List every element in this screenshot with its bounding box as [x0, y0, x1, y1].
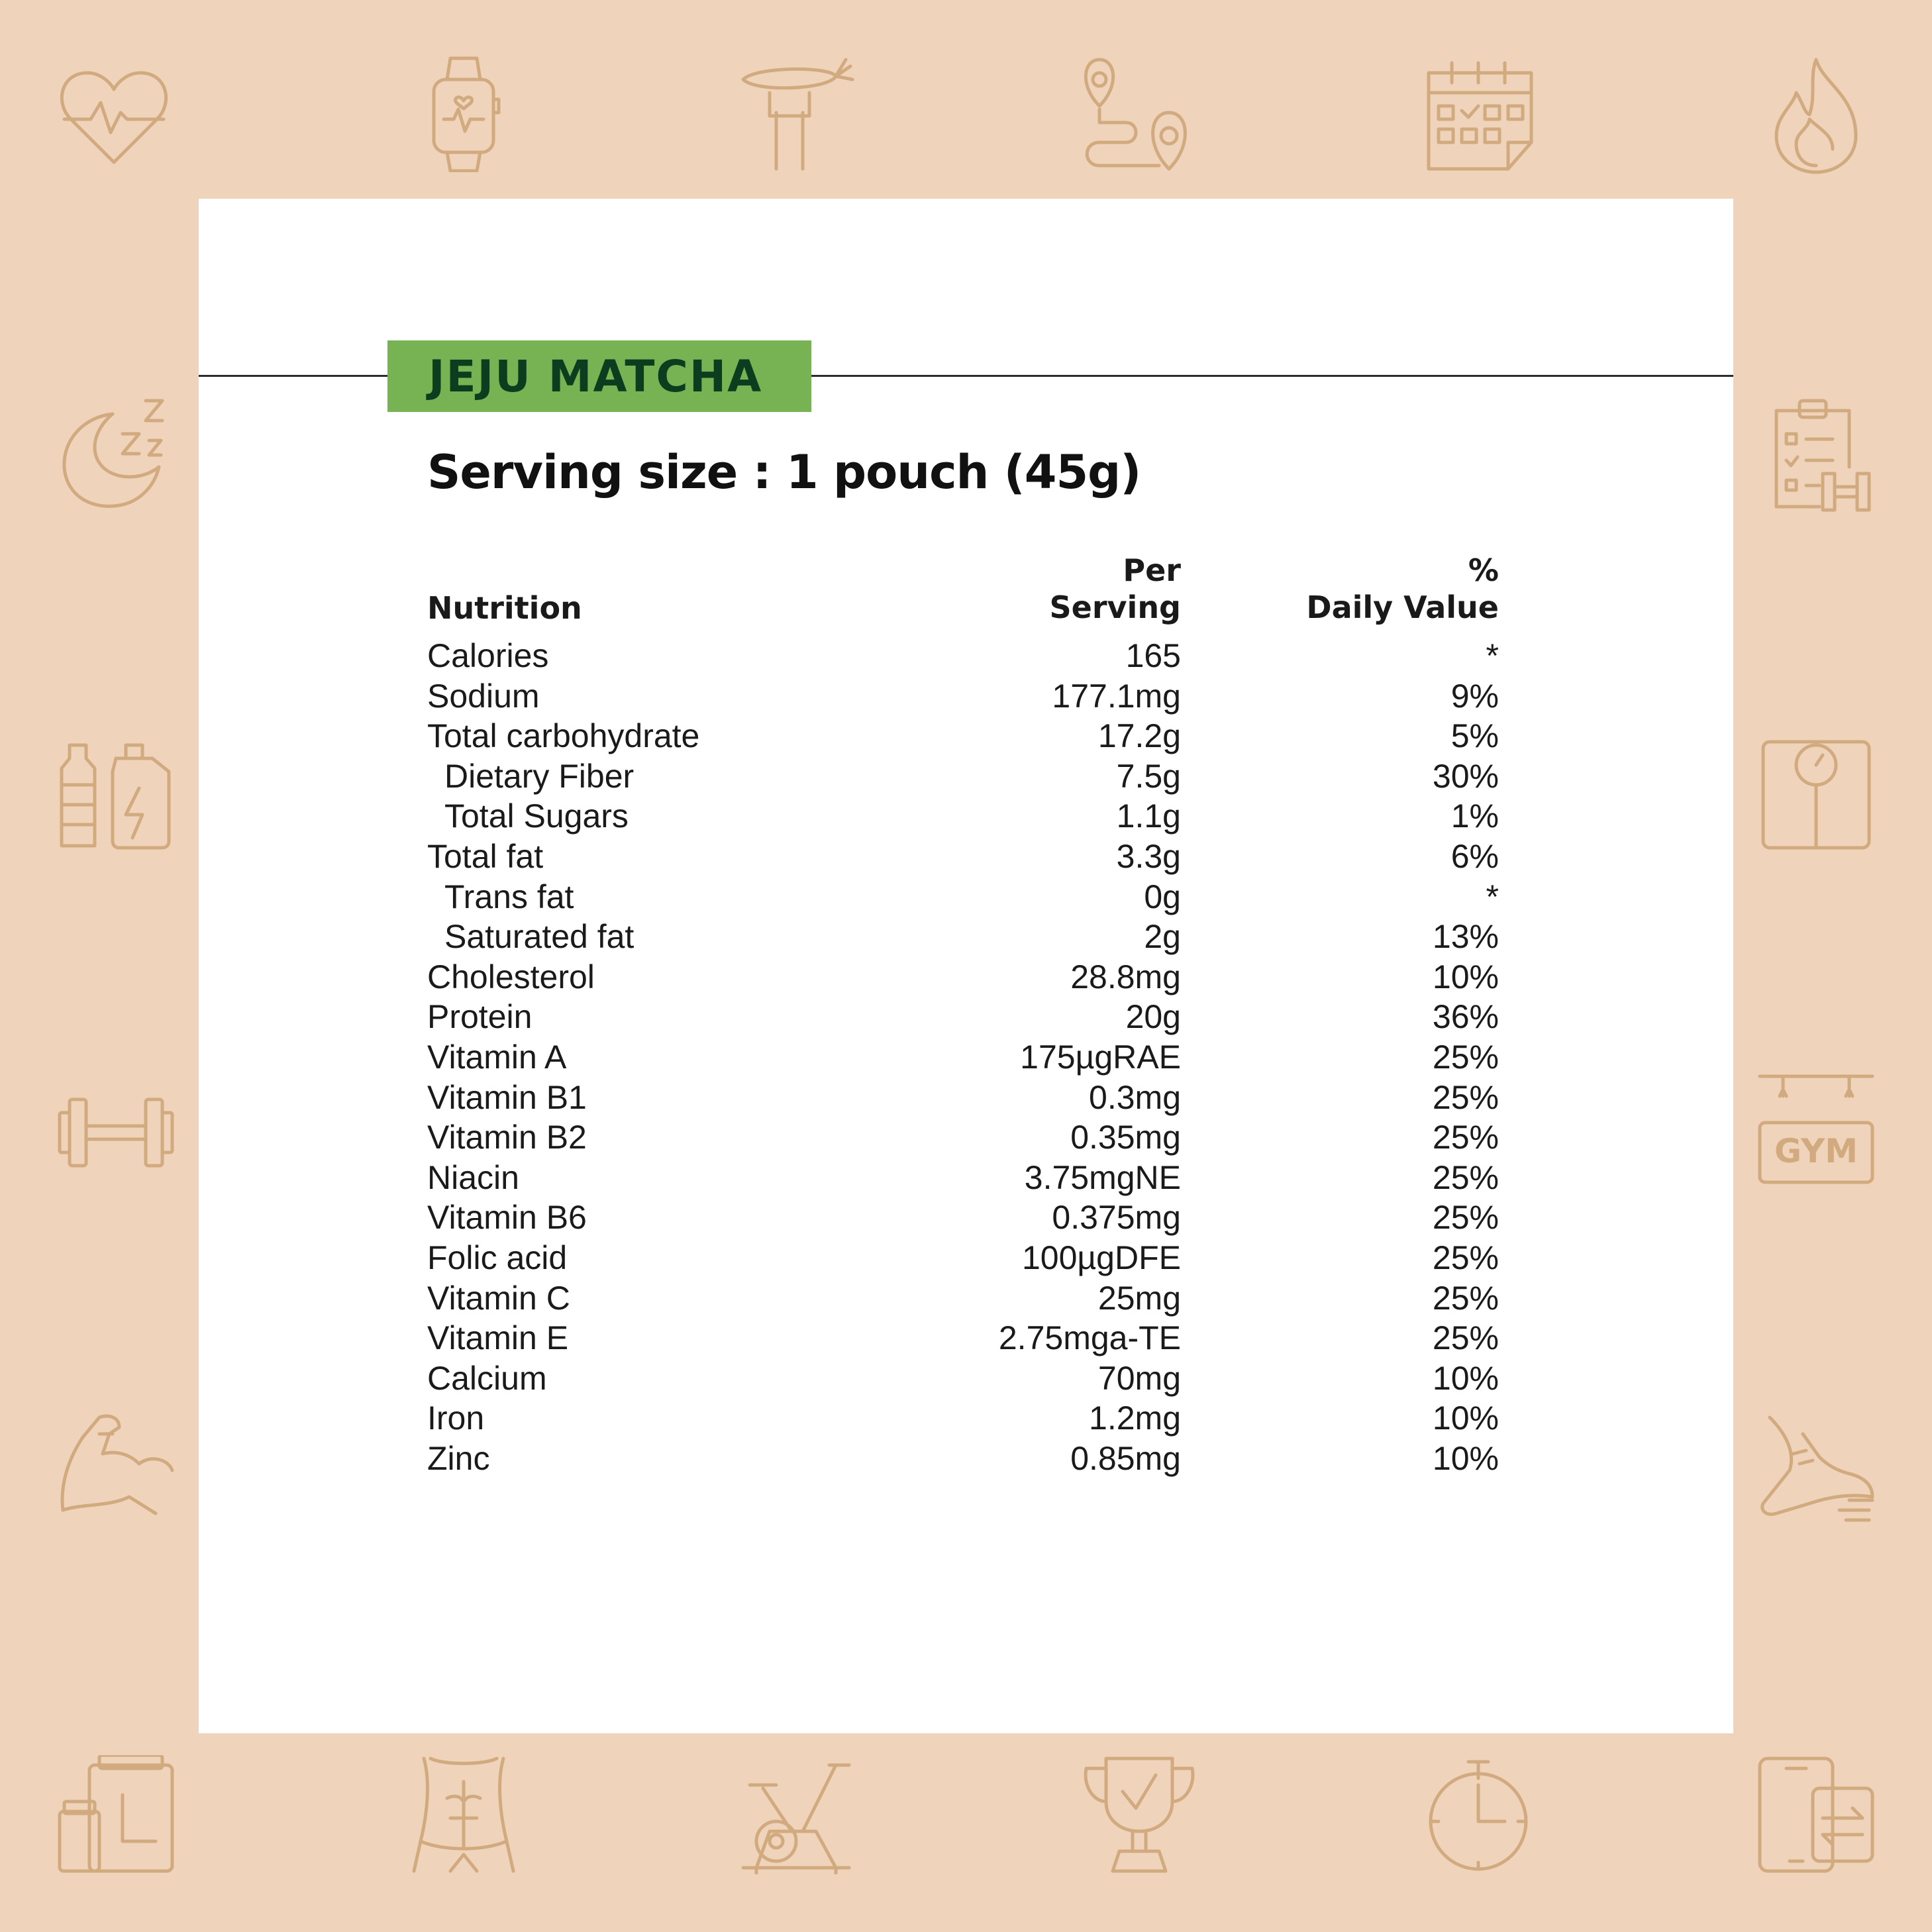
carrot-fork-icon — [737, 53, 856, 172]
nutrient-daily-value: 25% — [1432, 1239, 1499, 1276]
sleep-moon-icon — [56, 394, 176, 513]
nutrient-name: Cholesterol — [427, 958, 595, 995]
nutrient-name: Iron — [427, 1399, 485, 1437]
header-per-serving: Per Serving — [1049, 552, 1181, 625]
nutrient-daily-value: * — [1486, 637, 1499, 674]
nutrient-amount: 25mg — [1097, 1279, 1181, 1317]
table-header — [427, 550, 1500, 629]
nutrient-daily-value: 25% — [1432, 1119, 1499, 1156]
nutrient-amount: 175µgRAE — [1020, 1038, 1181, 1076]
nutrient-name: Vitamin C — [427, 1279, 570, 1317]
nutrient-amount: 3.3g — [1116, 837, 1181, 875]
header-nutrition: Nutrition — [427, 590, 582, 626]
nutrient-daily-value: 9% — [1450, 677, 1499, 715]
nutrient-amount: 7.5g — [1116, 757, 1181, 795]
table-row — [427, 1358, 1500, 1399]
exercise-bike-icon — [737, 1755, 856, 1874]
nutrient-amount: 1.2mg — [1089, 1399, 1181, 1437]
table-row — [427, 1278, 1500, 1319]
flame-icon — [1756, 56, 1876, 176]
gym-sign-icon — [1756, 1070, 1876, 1189]
nutrient-name: Calcium — [427, 1359, 547, 1397]
table-row — [427, 1197, 1500, 1238]
stopwatch-icon — [1419, 1755, 1538, 1874]
table-row — [427, 1398, 1500, 1439]
product-title: JEJU MATCHA — [429, 350, 763, 402]
nutrient-name: Vitamin A — [427, 1038, 567, 1076]
table-row — [427, 1439, 1500, 1479]
nutrient-amount: 165 — [1125, 637, 1181, 674]
serving-size: Serving size : 1 pouch (45g) — [427, 445, 1141, 499]
nutrient-name: Vitamin B2 — [427, 1119, 587, 1156]
nutrient-name: Zinc — [427, 1439, 490, 1477]
table-rows — [427, 636, 1500, 1478]
svg-text:GYM: GYM — [1774, 1132, 1858, 1170]
phone-transfer-icon — [1756, 1755, 1876, 1874]
table-row — [427, 877, 1500, 917]
nutrient-daily-value: 10% — [1432, 1399, 1499, 1437]
water-bottles-icon — [56, 732, 176, 851]
table-row — [427, 957, 1500, 997]
product-title-banner — [387, 340, 811, 412]
nutrient-daily-value: 1% — [1450, 797, 1499, 835]
nutrient-daily-value: 25% — [1432, 1158, 1499, 1196]
nutrient-amount: 0.35mg — [1070, 1119, 1181, 1156]
nutrient-name: Calories — [427, 637, 549, 674]
flexed-arm-icon — [56, 1404, 176, 1523]
clipboard-dumbbell-icon — [1756, 394, 1876, 513]
table-row — [427, 796, 1500, 837]
nutrient-amount: 2g — [1144, 918, 1181, 956]
nutrient-amount: 100µgDFE — [1021, 1239, 1181, 1276]
torso-abs-icon — [404, 1755, 523, 1874]
nutrient-daily-value: 13% — [1432, 918, 1499, 956]
scale-icon — [1756, 735, 1876, 854]
table-row — [427, 1078, 1500, 1118]
nutrition-table — [427, 550, 1500, 1478]
nutrient-amount: 177.1mg — [1052, 677, 1181, 715]
table-row — [427, 1158, 1500, 1198]
nutrient-amount: 70mg — [1097, 1359, 1181, 1397]
nutrient-amount: 20g — [1125, 998, 1181, 1036]
nutrient-name: Niacin — [427, 1158, 519, 1196]
nutrient-name: Total carbohydrate — [427, 717, 700, 755]
nutrient-daily-value: 30% — [1432, 757, 1499, 795]
nutrient-name: Vitamin B1 — [427, 1078, 587, 1116]
nutrient-daily-value: 10% — [1432, 1359, 1499, 1397]
smartwatch-icon — [404, 53, 523, 172]
table-row — [427, 676, 1500, 717]
nutrient-amount: 1.1g — [1116, 797, 1181, 835]
nutrient-daily-value: 25% — [1432, 1078, 1499, 1116]
nutrient-daily-value: * — [1486, 878, 1499, 915]
nutrient-amount: 28.8mg — [1070, 958, 1181, 995]
table-row — [427, 756, 1500, 797]
table-row — [427, 716, 1500, 756]
table-row — [427, 1318, 1500, 1358]
nutrient-name: Total Sugars — [444, 797, 629, 835]
nutrient-daily-value: 6% — [1450, 837, 1499, 875]
nutrient-daily-value: 25% — [1432, 1319, 1499, 1357]
nutrient-amount: 17.2g — [1097, 717, 1181, 755]
nutrient-name: Vitamin E — [427, 1319, 569, 1357]
nutrient-daily-value: 25% — [1432, 1279, 1499, 1317]
nutrient-amount: 0g — [1144, 878, 1181, 915]
nutrient-amount: 0.85mg — [1070, 1439, 1181, 1477]
trophy-icon — [1080, 1755, 1199, 1874]
nutrient-name: Total fat — [427, 837, 544, 875]
table-row — [427, 1037, 1500, 1078]
nutrient-name: Folic acid — [427, 1239, 568, 1276]
nutrient-amount: 0.3mg — [1089, 1078, 1181, 1116]
table-row — [427, 837, 1500, 877]
nutrient-amount: 2.75mga-TE — [998, 1319, 1181, 1357]
supplement-jars-icon — [56, 1755, 176, 1874]
dumbbell-icon — [56, 1073, 176, 1192]
running-shoe-icon — [1756, 1404, 1876, 1523]
nutrient-name: Sodium — [427, 677, 540, 715]
nutrient-daily-value: 10% — [1432, 1439, 1499, 1477]
nutrient-name: Trans fat — [444, 878, 574, 915]
nutrient-daily-value: 10% — [1432, 958, 1499, 995]
nutrient-name: Protein — [427, 998, 533, 1036]
nutrition-card — [199, 199, 1733, 1733]
nutrient-name: Vitamin B6 — [427, 1199, 587, 1237]
nutrient-daily-value: 25% — [1432, 1199, 1499, 1237]
nutrient-name: Dietary Fiber — [444, 757, 635, 795]
route-pin-icon — [1073, 56, 1192, 176]
heart-rate-icon — [54, 56, 174, 176]
nutrient-amount: 0.375mg — [1052, 1199, 1181, 1237]
table-row — [427, 917, 1500, 957]
nutrient-name: Saturated fat — [444, 918, 635, 956]
table-row — [427, 636, 1500, 676]
nutrient-daily-value: 25% — [1432, 1038, 1499, 1076]
calendar-icon — [1419, 56, 1538, 176]
table-row — [427, 997, 1500, 1037]
header-daily-value: % Daily Value — [1306, 552, 1499, 625]
nutrient-daily-value: 36% — [1432, 998, 1499, 1036]
table-row — [427, 1238, 1500, 1278]
table-row — [427, 1117, 1500, 1158]
nutrient-amount: 3.75mgNE — [1024, 1158, 1181, 1196]
nutrient-daily-value: 5% — [1450, 717, 1499, 755]
